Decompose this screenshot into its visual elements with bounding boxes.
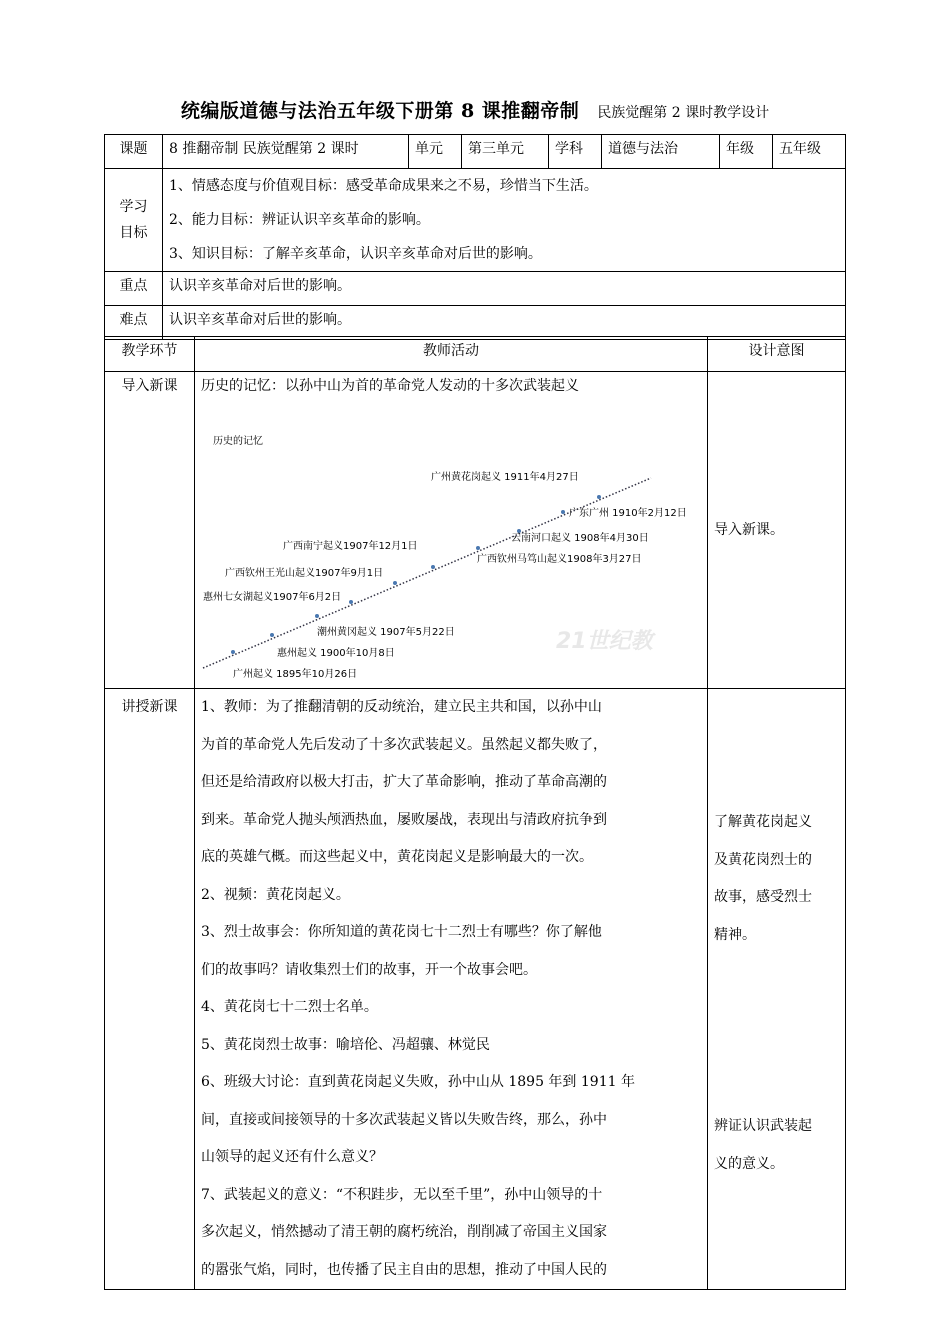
timeline-event: 广州黄花岗起义 1911年4月27日 [431, 472, 579, 483]
timeline-event: 惠州起义 1900年10月8日 [277, 648, 395, 659]
goals-label-2: 目标 [119, 225, 148, 241]
intro-text: 历史的记忆：以孙中山为首的革命党人发动的十多次武装起义 [201, 378, 579, 394]
timeline-dot [231, 650, 235, 654]
document-title [0, 96, 950, 123]
subject-value: 道德与法治 [602, 135, 720, 169]
goal-item: 3、知识目标：了解辛亥革命，认识辛亥革命对后世的影响。 [169, 246, 542, 262]
intro-row [105, 372, 846, 689]
goals-label-1: 学习 [119, 199, 148, 215]
difficult-value: 认识辛亥革命对后世的影响。 [163, 306, 846, 340]
topic-label: 课题 [105, 135, 163, 169]
lesson-line: 们的故事吗？请收集烈士们的故事，开一个故事会吧。 [201, 961, 537, 978]
lesson-line: 4、黄花岗七十二烈士名单。 [201, 999, 378, 1015]
timeline-event: 云南河口起义 1908年4月30日 [511, 533, 649, 544]
lesson-line: 底的英雄气概。而这些起义中，黄花岗起义是影响最大的一次。 [201, 849, 593, 865]
lesson-info-table [104, 134, 846, 340]
title-sub: 民族觉醒第 2 课时教学设计 [597, 105, 770, 121]
intro-activity [195, 372, 708, 689]
lesson-line: 5、黄花岗烈士故事：喻培伦、冯超骧、林觉民 [201, 1036, 490, 1053]
timeline-dot [431, 565, 435, 569]
watermark-logo: 21世纪教 [556, 629, 653, 654]
intent-line: 义的意义。 [714, 1155, 784, 1172]
goals-content [163, 169, 846, 272]
subject-label: 学科 [549, 135, 602, 169]
lesson-line: 但还是给清政府以极大打击，扩大了革命影响，推动了革命高潮的 [201, 774, 607, 790]
intent-line: 辨证认识武装起 [714, 1118, 812, 1134]
key-value: 认识辛亥革命对后世的影响。 [163, 272, 846, 306]
lesson-line: 7、武装起义的意义：“不积跬步，无以至千里”，孙中山领导的十 [201, 1186, 603, 1203]
lesson-line: 1、教师：为了推翻清朝的反动统治，建立民主共和国，以孙中山 [201, 699, 602, 715]
timeline-dot [597, 495, 601, 499]
timeline-event: 潮州黄冈起义 1907年5月22日 [317, 627, 455, 638]
unit-value: 第三单元 [462, 135, 549, 169]
header-intent: 设计意图 [708, 337, 846, 372]
title-main: 统编版道德与法治五年级下册第 8 课推翻帝制 [180, 100, 580, 122]
lesson-row [105, 689, 846, 1290]
key-row [105, 272, 846, 306]
goals-row [105, 169, 846, 272]
goal-item: 2、能力目标：辨证认识辛亥革命的影响。 [169, 212, 430, 228]
intro-stage: 导入新课 [105, 372, 195, 689]
lesson-line: 为首的革命党人先后发动了十多次武装起义。虽然起义都失败了， [201, 736, 607, 753]
timeline-dot [349, 600, 353, 604]
lesson-intent [708, 689, 846, 1290]
timeline-event: 广西南宁起义1907年12月1日 [283, 541, 418, 552]
lesson-line: 6、班级大讨论：直到黄花岗起义失败，孙中山从 1895 年到 1911 年 [201, 1074, 635, 1090]
lesson-line: 间，直接或间接领导的十多次武装起义皆以失败告终，那么，孙中 [201, 1111, 607, 1128]
timeline-event: 广西钦州马笃山起义1908年3月27日 [477, 554, 642, 565]
lesson-line: 多次起义，悄然撼动了清王朝的腐朽统治，削削减了帝国主义国家 [201, 1224, 607, 1240]
intent-line: 故事，感受烈士 [714, 889, 812, 905]
grade-label: 年级 [720, 135, 773, 169]
lesson-stage: 讲授新课 [105, 689, 195, 1290]
topic-value: 8 推翻帝制 民族觉醒第 2 课时 [163, 135, 409, 169]
timeline-figure [201, 400, 701, 680]
header-stage: 教学环节 [105, 337, 195, 372]
timeline-event: 广东广州 1910年2月12日 [569, 508, 687, 519]
timeline-dot [315, 614, 319, 618]
lesson-line: 到来。革命党人抛头颅洒热血，屡败屡战，表现出与清政府抗争到 [201, 811, 607, 828]
difficult-row [105, 306, 846, 340]
lesson-line: 2、视频：黄花岗起义。 [201, 886, 350, 903]
lesson-activity [195, 689, 708, 1290]
timeline-dot [561, 510, 565, 514]
unit-label: 单元 [409, 135, 462, 169]
process-header-row [105, 337, 846, 372]
goal-item: 1、情感态度与价值观目标：感受革命成果来之不易，珍惜当下生活。 [169, 178, 598, 194]
teaching-process-table [104, 336, 846, 1290]
timeline-dot [270, 633, 274, 637]
header-activity: 教师活动 [195, 337, 708, 372]
intro-intent: 导入新课。 [708, 372, 846, 689]
timeline-title: 历史的记忆 [213, 436, 263, 447]
intent-line: 及黄花岗烈士的 [714, 851, 812, 868]
lesson-line: 的嚣张气焰，同时，也传播了民主自由的思想，推动了中国人民的 [201, 1261, 607, 1278]
intent-line: 了解黄花岗起义 [714, 814, 812, 830]
lesson-line: 3、烈士故事会：你所知道的黄花岗七十二烈士有哪些？你了解他 [201, 924, 602, 940]
key-label: 重点 [105, 272, 163, 306]
timeline-event: 广西钦州王光山起义1907年9月1日 [225, 568, 384, 579]
lesson-line: 山领导的起义还有什么意义？ [201, 1149, 383, 1165]
goals-label [105, 169, 163, 272]
difficult-label: 难点 [105, 306, 163, 340]
timeline-event: 惠州七女湖起义1907年6月2日 [203, 592, 342, 603]
grade-value: 五年级 [773, 135, 846, 169]
intent-line: 精神。 [714, 926, 756, 943]
timeline-dot [393, 581, 397, 585]
timeline-event: 广州起义 1895年10月26日 [233, 669, 358, 680]
topic-row [105, 135, 846, 169]
